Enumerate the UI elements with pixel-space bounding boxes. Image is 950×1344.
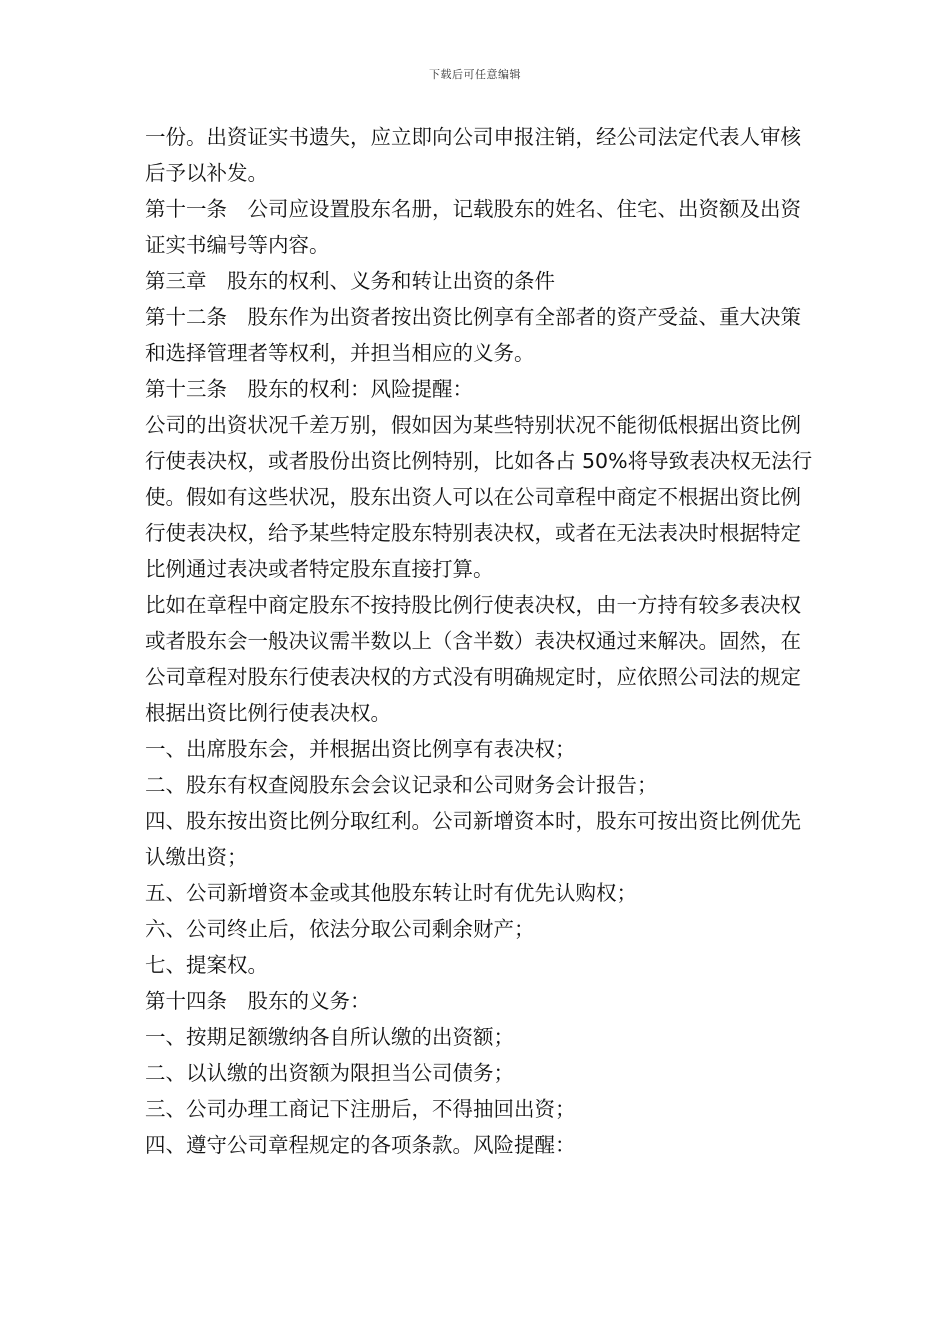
paragraph: 一份。出资证实书遗失，应立即向公司申报注销，经公司法定代表人审核后予以补发。 bbox=[145, 125, 801, 185]
paragraph: 第十三条 股东的权利：风险提醒： bbox=[145, 377, 473, 401]
chapter-heading: 第三章 股东的权利、义务和转让出资的条件 bbox=[145, 269, 555, 293]
paragraph: 公司的出资状况千差万别，假如因为某些特别状况不能彻低根据出资比例行使表决权，或者股份出资比例特别，比如各占 50%将导致表决权无法行使。假如有这些状况，股东出资人可以在公司章程中商定不根据出资比例行使表决权，给予某些特定股东特别表决权，或者在无法表决时根据特定比例通过表决或者特定股东直接打算。 bbox=[145, 413, 813, 581]
paragraph: 第十一条 公司应设置股东名册，记载股东的姓名、住宅、出资额及出资证实书编号等内容。 bbox=[145, 197, 801, 257]
list-item: 一、出席股东会，并根据出资比例享有表决权； bbox=[145, 737, 576, 761]
paragraph: 比如在章程中商定股东不按持股比例行使表决权，由一方持有较多表决权或者股东会一般决议需半数以上（含半数）表决权通过来解决。固然，在公司章程对股东行使表决权的方式没有明确规定时，应依照公司法的规定根据出资比例行使表决权。 bbox=[145, 593, 801, 725]
list-item: 五、公司新增资本金或其他股东转让时有优先认购权； bbox=[145, 881, 637, 905]
list-item: 七、提案权。 bbox=[145, 953, 268, 977]
document-body bbox=[145, 119, 815, 1163]
list-item: 二、股东有权查阅股东会会议记录和公司财务会计报告； bbox=[145, 773, 658, 797]
page-header: 下载后可任意编辑 bbox=[429, 68, 521, 81]
list-item: 二、以认缴的出资额为限担当公司债务； bbox=[145, 1061, 514, 1085]
paragraph: 第十二条 股东作为出资者按出资比例享有全部者的资产受益、重大决策和选择管理者等权利，并担当相应的义务。 bbox=[145, 305, 801, 365]
list-item: 六、公司终止后，依法分取公司剩余财产； bbox=[145, 917, 535, 941]
paragraph: 第十四条 股东的义务： bbox=[145, 989, 371, 1013]
list-item: 一、按期足额缴纳各自所认缴的出资额； bbox=[145, 1025, 514, 1049]
list-item: 三、公司办理工商记下注册后，不得抽回出资； bbox=[145, 1097, 576, 1121]
list-item: 四、股东按出资比例分取红利。公司新增资本时，股东可按出资比例优先认缴出资； bbox=[145, 809, 801, 869]
list-item: 四、遵守公司章程规定的各项条款。风险提醒： bbox=[145, 1133, 576, 1157]
